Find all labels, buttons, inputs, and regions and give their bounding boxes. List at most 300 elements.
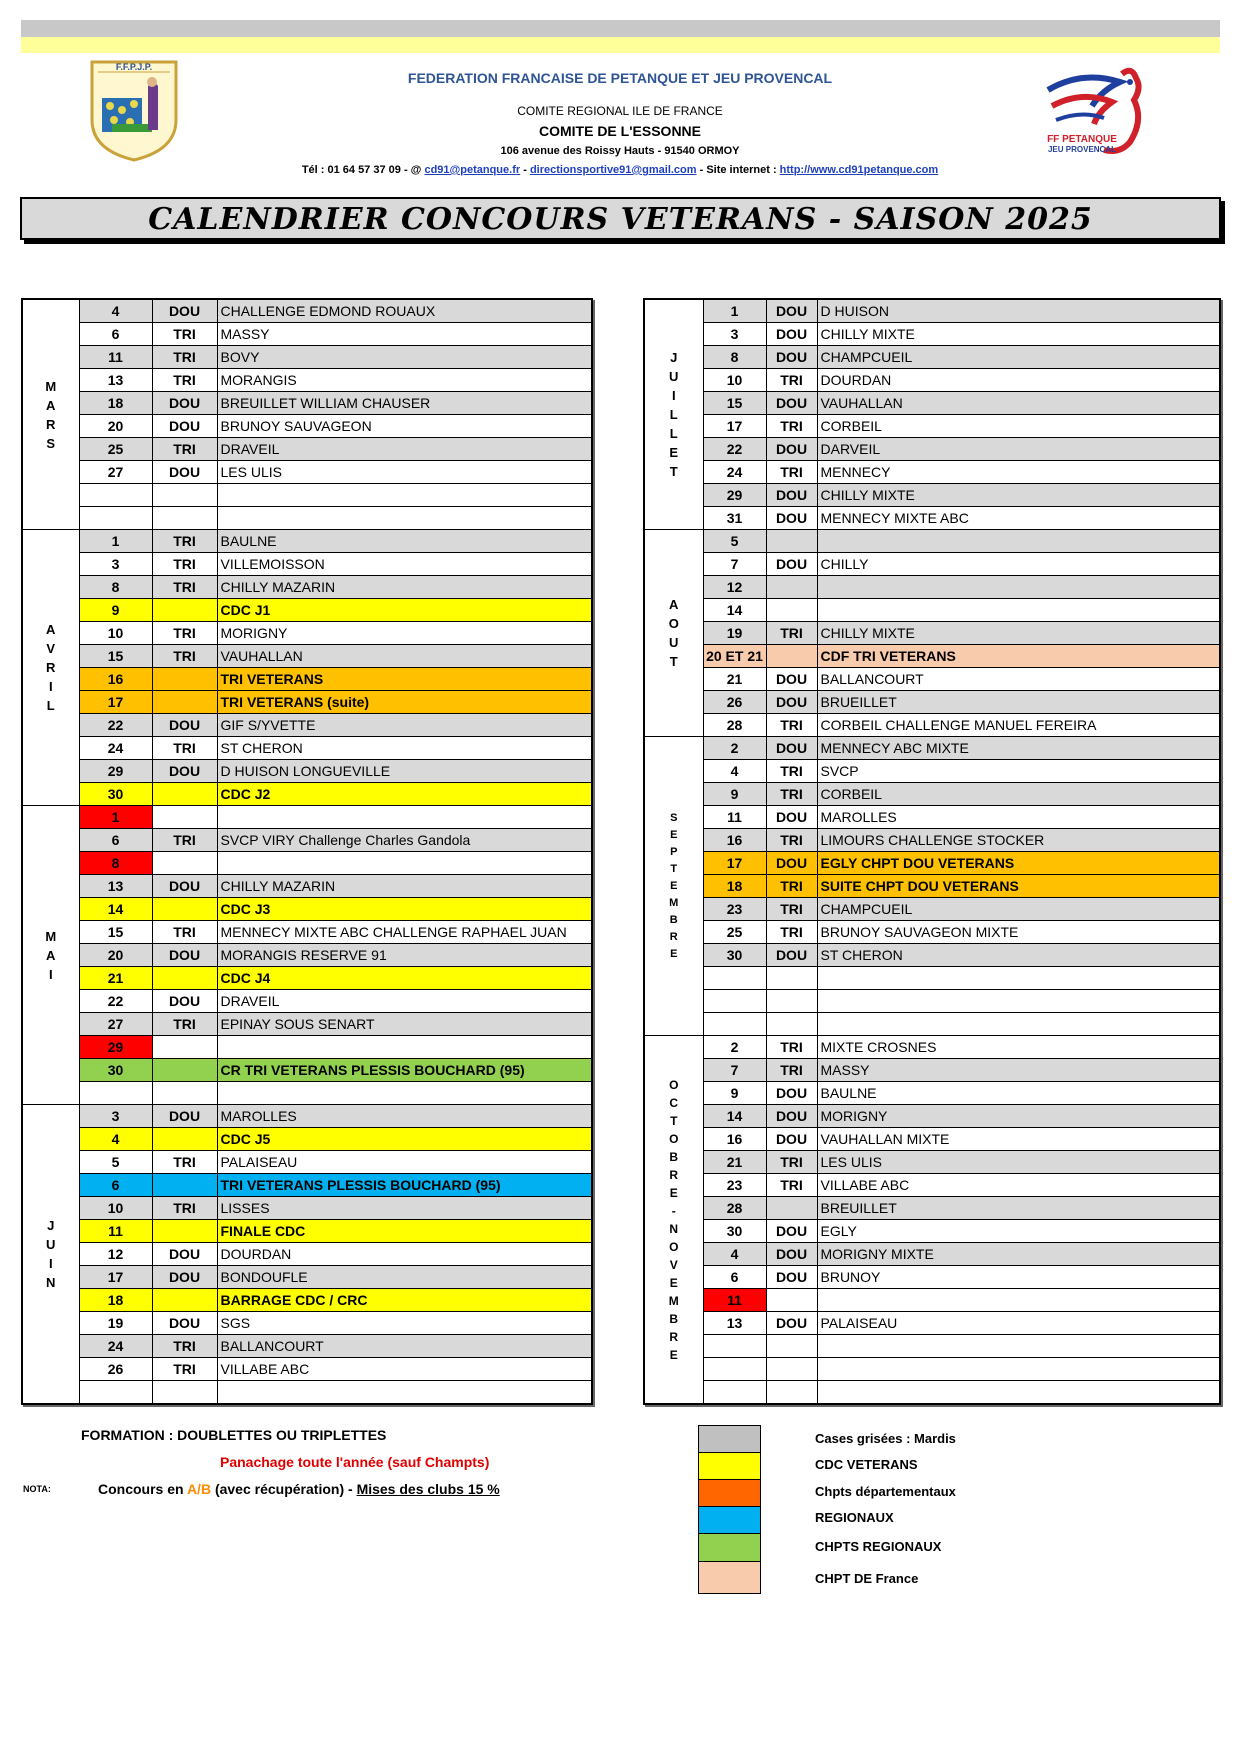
day-cell: 14 [703,599,766,622]
day-cell: 29 [703,484,766,507]
event-cell [817,1358,1220,1381]
month-letter: S [670,811,678,824]
day-cell: 8 [703,346,766,369]
month-letter: R [669,930,678,943]
format-cell [152,967,217,990]
format-cell [766,1381,817,1405]
format-cell [152,1289,217,1312]
legend-swatch-regionaux [698,1506,761,1534]
format-cell: TRI [152,438,217,461]
day-cell: 27 [79,461,152,484]
day-cell: 24 [79,737,152,760]
calendar-row [644,737,1220,760]
format-cell: TRI [152,645,217,668]
event-cell [817,576,1220,599]
month-letter: V [46,641,56,656]
calendar-row [22,806,592,829]
format-cell: DOU [766,1220,817,1243]
format-cell: TRI [766,829,817,852]
event-cell: MORANGIS [217,369,592,392]
format-cell [152,1220,217,1243]
month-letter: C [669,1095,679,1110]
day-cell [703,967,766,990]
event-cell: TRI VETERANS (suite) [217,691,592,714]
day-cell: 4 [703,1243,766,1266]
day-cell: 17 [703,852,766,875]
format-cell: DOU [766,299,817,323]
day-cell: 6 [79,323,152,346]
format-cell: TRI [766,1059,817,1082]
format-cell: TRI [152,576,217,599]
calendar-row [644,1243,1220,1266]
event-cell: BONDOUFLE [217,1266,592,1289]
legend-label-chpts-regionaux: CHPTS REGIONAUX [815,1539,942,1554]
day-cell: 31 [703,507,766,530]
format-cell: DOU [152,760,217,783]
event-cell: DARVEIL [817,438,1220,461]
format-cell: TRI [766,415,817,438]
calendar-row [22,622,592,645]
event-cell: SGS [217,1312,592,1335]
calendar-right-table [643,298,1221,1405]
format-cell: DOU [766,1128,817,1151]
calendar-row [22,829,592,852]
calendar-row [644,921,1220,944]
event-cell: SVCP VIRY Challenge Charles Gandola [217,829,592,852]
format-cell: DOU [766,944,817,967]
legend-swatch-mardis [698,1425,761,1453]
event-cell: LES ULIS [217,461,592,484]
format-cell: DOU [152,1266,217,1289]
calendar-row [644,1059,1220,1082]
event-cell: MASSY [817,1059,1220,1082]
day-cell: 2 [703,1036,766,1059]
calendar-row [644,668,1220,691]
month-letter: N [669,1221,679,1236]
calendar-row [22,1381,592,1405]
day-cell: 28 [703,1197,766,1220]
format-cell [766,1013,817,1036]
day-cell: 20 [79,415,152,438]
event-cell: DOURDAN [817,369,1220,392]
calendar-row [22,438,592,461]
email-link-2[interactable]: directionsportive91@gmail.com [529,164,697,176]
committee-name: COMITE DE L'ESSONNE [538,123,701,139]
calendar-row [22,346,592,369]
event-cell: CHALLENGE EDMOND ROUAUX [217,299,592,323]
format-cell [766,967,817,990]
federation-name: FEDERATION FRANCAISE DE PETANQUE ET JEU PROVENCAL [407,70,833,86]
format-cell: TRI [152,921,217,944]
calendar-row [644,806,1220,829]
day-cell: 13 [703,1312,766,1335]
month-label [22,806,79,1105]
month-letter: B [669,1311,679,1326]
day-cell: 14 [79,898,152,921]
day-cell: 1 [703,299,766,323]
month-letter: I [48,679,53,694]
month-letter: L [669,407,678,422]
day-cell: 12 [703,576,766,599]
format-cell [152,1174,217,1197]
month-letter: A [46,622,56,637]
calendar-row [22,461,592,484]
event-cell: CDC J4 [217,967,592,990]
calendar-row [644,484,1220,507]
site-label: - Site internet : [696,164,780,176]
format-cell: TRI [152,1197,217,1220]
format-cell: DOU [766,1243,817,1266]
day-cell: 16 [703,829,766,852]
day-cell: 11 [703,1289,766,1312]
day-cell: 3 [703,323,766,346]
day-cell: 15 [79,645,152,668]
event-cell: SUITE CHPT DOU VETERANS [817,875,1220,898]
day-cell: 20 ET 21 [703,645,766,668]
format-cell: TRI [766,1151,817,1174]
calendar-left-table [21,298,593,1405]
event-cell: MORIGNY [217,622,592,645]
month-letter: O [669,1239,679,1254]
month-letter: R [669,1167,679,1182]
event-cell: ST CHERON [217,737,592,760]
calendar-row [22,1105,592,1128]
format-cell: DOU [766,346,817,369]
event-cell: TRI VETERANS [217,668,592,691]
month-letter: R [46,416,56,432]
day-cell [79,1381,152,1405]
event-cell [817,1381,1220,1405]
calendar-row [644,1013,1220,1036]
event-cell: CORBEIL [817,783,1220,806]
month-letter: L [46,698,55,713]
calendar-row [22,783,592,806]
event-cell: MORANGIS RESERVE 91 [217,944,592,967]
regional-committee: COMITE REGIONAL ILE DE FRANCE [517,104,723,118]
page-title: CALENDRIER CONCOURS VETERANS - SAISON 2025 [148,202,1093,237]
month-letter: T [669,464,678,479]
day-cell: 30 [79,1059,152,1082]
format-cell: TRI [152,346,217,369]
event-cell: ST CHERON [817,944,1220,967]
calendar-row [22,1312,592,1335]
day-cell: 13 [79,369,152,392]
mises-note: Mises des clubs 15 % [356,1481,500,1497]
calendar-row [22,484,592,507]
day-cell: 14 [703,1105,766,1128]
day-cell: 16 [703,1128,766,1151]
address: 106 avenue des Roissy Hauts - 91540 ORMOY [500,145,740,157]
ff-petanque-rooster-logo [1042,60,1154,170]
day-cell [79,1082,152,1105]
format-cell [766,1289,817,1312]
month-label [22,299,79,530]
format-cell: DOU [766,392,817,415]
legend-label-regionaux: REGIONAUX [815,1510,894,1525]
calendar-row [22,1174,592,1197]
day-cell: 1 [79,530,152,553]
format-cell [766,645,817,668]
month-label [644,1036,703,1405]
month-label [644,737,703,1036]
calendar-row [22,944,592,967]
event-cell: MENNECY [817,461,1220,484]
event-cell: BRUNOY [817,1266,1220,1289]
day-cell: 29 [79,1036,152,1059]
event-cell: GIF S/YVETTE [217,714,592,737]
calendar-row [644,461,1220,484]
legend-label-cdc: CDC VETERANS [815,1457,918,1472]
format-cell [766,576,817,599]
day-cell: 25 [703,921,766,944]
event-cell: BAULNE [217,530,592,553]
format-cell: TRI [152,737,217,760]
day-cell: 2 [703,737,766,760]
calendar-row [644,1174,1220,1197]
day-cell: 30 [703,1220,766,1243]
format-cell [152,852,217,875]
legend-label-mardis: Cases grisées : Mardis [815,1431,956,1446]
event-cell: CORBEIL [817,415,1220,438]
calendar-row [644,898,1220,921]
format-cell: DOU [152,415,217,438]
calendar-row [22,369,592,392]
phone-text: Tél : 01 64 57 37 09 - @ [301,164,425,176]
month-letter: R [669,1329,679,1344]
month-letter: A [46,397,56,413]
legend-swatch-cdc [698,1452,761,1480]
calendar-row [22,1059,592,1082]
day-cell: 23 [703,1174,766,1197]
event-cell: MORIGNY MIXTE [817,1243,1220,1266]
event-cell: VAUHALLAN MIXTE [817,1128,1220,1151]
event-cell: BARRAGE CDC / CRC [217,1289,592,1312]
month-letter: E [670,947,678,960]
calendar-row [644,1266,1220,1289]
day-cell: 11 [703,806,766,829]
day-cell: 7 [703,1059,766,1082]
top-yellow-band [21,37,1220,53]
format-cell: TRI [766,760,817,783]
calendar-row [22,714,592,737]
calendar-row [644,829,1220,852]
month-letter: A [46,947,56,963]
format-cell [152,507,217,530]
format-cell: TRI [766,1036,817,1059]
format-cell: DOU [152,1312,217,1335]
day-cell: 23 [703,898,766,921]
format-cell: DOU [766,691,817,714]
calendar-row [22,921,592,944]
day-cell: 22 [79,714,152,737]
month-letter: J [670,350,678,365]
event-cell: CHILLY MAZARIN [217,875,592,898]
event-cell [217,1036,592,1059]
event-cell: VAUHALLAN [217,645,592,668]
day-cell [703,1335,766,1358]
event-cell: BAULNE [817,1082,1220,1105]
format-cell: DOU [766,1266,817,1289]
format-cell [766,1335,817,1358]
event-cell [217,806,592,829]
calendar-row [22,323,592,346]
calendar-row [22,553,592,576]
day-cell [79,507,152,530]
day-cell: 18 [79,1289,152,1312]
calendar-row [22,967,592,990]
day-cell: 4 [703,760,766,783]
event-cell: TRI VETERANS PLESSIS BOUCHARD (95) [217,1174,592,1197]
calendar-row [644,415,1220,438]
event-cell: EGLY [817,1220,1220,1243]
format-cell: TRI [152,323,217,346]
month-letter: M [668,1293,679,1308]
day-cell: 29 [79,760,152,783]
format-cell: DOU [766,852,817,875]
event-cell: CHAMPCUEIL [817,346,1220,369]
day-cell: 11 [79,1220,152,1243]
website-link[interactable]: http://www.cd91petanque.com [779,164,939,176]
format-cell: TRI [152,1335,217,1358]
calendar-row [22,875,592,898]
calendar-row [22,392,592,415]
event-cell: CDC J1 [217,599,592,622]
format-cell: DOU [766,1312,817,1335]
month-letter: O [669,1131,679,1146]
calendar-row [644,691,1220,714]
month-letter: E [670,879,678,892]
calendar-row [644,1312,1220,1335]
month-label [22,1105,79,1405]
format-cell: TRI [152,369,217,392]
event-cell: BRUNOY SAUVAGEON [217,415,592,438]
email-link-1[interactable]: cd91@petanque.fr [424,164,521,176]
event-cell: MENNECY ABC MIXTE [817,737,1220,760]
event-cell: MENNECY MIXTE ABC CHALLENGE RAPHAEL JUAN [217,921,592,944]
calendar-row [644,438,1220,461]
calendar-row [22,1013,592,1036]
day-cell: 5 [79,1151,152,1174]
format-cell: TRI [766,622,817,645]
event-cell: BOVY [217,346,592,369]
format-cell: TRI [152,622,217,645]
calendar-row [22,415,592,438]
format-cell [152,783,217,806]
format-cell [766,599,817,622]
month-letter: M [45,378,57,394]
day-cell [79,484,152,507]
calendar-row [644,1082,1220,1105]
legend-swatch-chpts-dep [698,1479,761,1507]
event-cell [217,1082,592,1105]
legend-swatch-chpts-regionaux [698,1533,761,1562]
calendar-row [644,645,1220,668]
legend-swatch-chpt-france [698,1561,761,1594]
format-cell: TRI [152,829,217,852]
event-cell: CHILLY [817,553,1220,576]
format-cell [766,1358,817,1381]
event-cell: CDC J5 [217,1128,592,1151]
event-cell [217,507,592,530]
month-letter: T [670,862,678,875]
month-letter: - [671,1203,676,1218]
calendar-row [22,737,592,760]
calendar-row [644,990,1220,1013]
format-cell: DOU [152,1105,217,1128]
day-cell: 24 [79,1335,152,1358]
event-cell [217,484,592,507]
event-cell: VAUHALLAN [817,392,1220,415]
format-cell [152,1036,217,1059]
format-cell: DOU [152,1243,217,1266]
calendar-row [644,1036,1220,1059]
month-letter: E [669,1185,678,1200]
legend-label-chpts-dep: Chpts départementaux [815,1484,956,1499]
month-letter: S [46,435,56,451]
calendar-row [644,1335,1220,1358]
month-letter: U [669,369,679,384]
day-cell: 20 [79,944,152,967]
day-cell: 24 [703,461,766,484]
calendar-row [22,299,592,323]
day-cell: 7 [703,553,766,576]
calendar-row [22,1266,592,1289]
calendar-row [644,852,1220,875]
event-cell: MAROLLES [217,1105,592,1128]
month-letter: E [669,1347,678,1362]
calendar-row [644,1381,1220,1405]
calendar-row [22,668,592,691]
event-cell: MAROLLES [817,806,1220,829]
calendar-row [22,1358,592,1381]
calendar-row [644,576,1220,599]
format-cell [152,1082,217,1105]
calendar-row [644,553,1220,576]
event-cell: EPINAY SOUS SENART [217,1013,592,1036]
event-cell: VILLABE ABC [217,1358,592,1381]
day-cell: 3 [79,1105,152,1128]
format-cell: DOU [152,461,217,484]
separator: - [520,164,530,176]
contact-line [200,164,1040,176]
calendar-row [22,1128,592,1151]
day-cell: 15 [703,392,766,415]
event-cell [817,990,1220,1013]
day-cell: 17 [703,415,766,438]
day-cell: 1 [79,806,152,829]
event-cell [217,1381,592,1405]
event-cell: VILLABE ABC [817,1174,1220,1197]
format-cell: TRI [152,1013,217,1036]
format-cell: DOU [766,553,817,576]
month-letter: B [669,913,678,926]
month-label [22,530,79,806]
calendar-row [644,967,1220,990]
calendar-row [22,1151,592,1174]
month-letter: V [669,1257,678,1272]
format-cell: DOU [152,990,217,1013]
month-letter: A [669,597,679,612]
event-cell: CHILLY MIXTE [817,323,1220,346]
month-letter: M [669,896,679,909]
calendar-row [644,369,1220,392]
month-letter: O [668,616,679,631]
calendar-row [644,1197,1220,1220]
calendar-row [644,599,1220,622]
event-cell: BALLANCOURT [817,668,1220,691]
calendar-row [644,299,1220,323]
month-label [644,530,703,737]
